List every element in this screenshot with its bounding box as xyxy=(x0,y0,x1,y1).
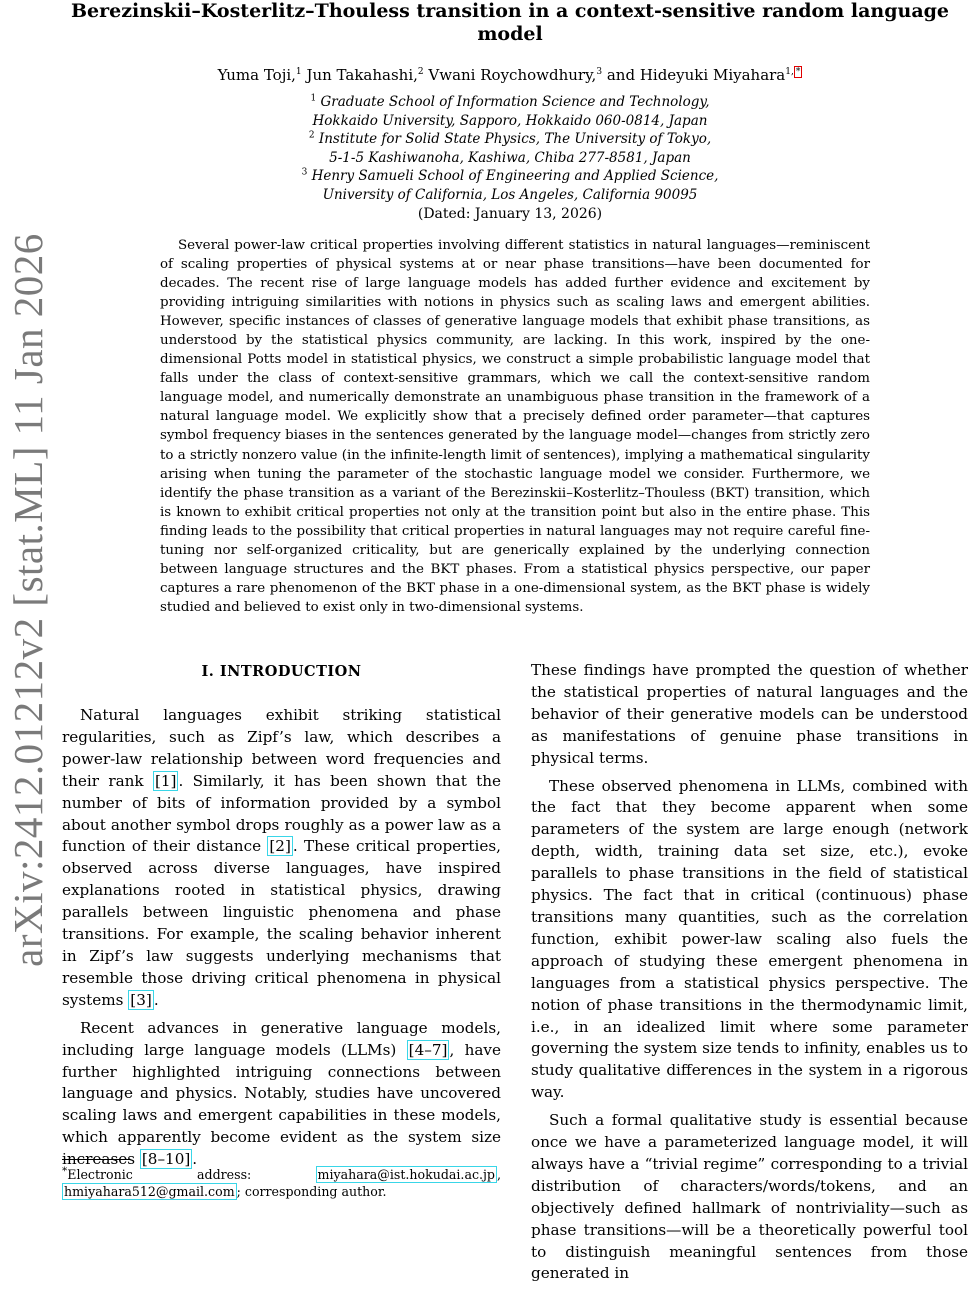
paper-title: Berezinskii–Kosterlitz–Thouless transition in a context-sensitive random language model xyxy=(70,0,950,45)
paragraph: These findings have prompted the question of whether the statistical properties of natural languages and the behavior of their generative models can be understood as manifestations of genuine phase transitions in physical terms. xyxy=(531,661,968,767)
paragraph: These observed phenomena in LLMs, combined with the fact that they become apparent when some parameters of the system are large enough (network depth, width, training data set size, etc.), evoke parallels to phase transitions in the field of statistical physics. The fact that in critical (continuous) phase transitions many quantities, such as the correlation function, exhibit power-law scaling also fuels the approach of studying these emergent phenomena in languages from a statistical physics perspective. The notion of phase transitions in the thermodynamic limit, i.e., in an idealized limit where some parameter governing the system size tends to infinity, enables us to study qualitative differences in the system in a rigorous way. xyxy=(531,776,968,1102)
left-column xyxy=(62,705,501,1177)
author-name: and Hideyuki Miyahara xyxy=(606,66,786,84)
footnote-separator: , xyxy=(496,1167,501,1183)
citation-link[interactable]: [3] xyxy=(130,990,152,1009)
affiliation-line xyxy=(60,112,960,131)
author-affiliation-mark: 1 xyxy=(295,67,302,77)
email-link[interactable]: hmiyahara512@gmail.com xyxy=(64,1184,235,1200)
author-affiliation-mark: 2 xyxy=(417,67,424,77)
affiliation-line xyxy=(60,93,960,112)
paragraph-text: Natural languages exhibit striking statistical regularities, such as Zipf’s law, which describes a power-law relationship between word frequencies and their rank xyxy=(62,706,501,790)
affiliations xyxy=(60,93,960,205)
affiliation-text: Henry Samueli School of Engineering and Applied Science, xyxy=(311,168,719,185)
affiliation-number: 2 xyxy=(308,130,315,141)
right-column xyxy=(531,660,968,1291)
footnote-rule xyxy=(62,1159,130,1160)
affiliation-text: 5-1-5 Kashiwanoha, Kashiwa, Chiba 277-8581, Japan xyxy=(329,149,691,166)
date-line: (Dated: January 13, 2026) xyxy=(417,206,603,222)
author-list xyxy=(60,66,960,84)
paragraph xyxy=(62,705,501,1012)
abstract: Several power-law critical properties involving different statistics in natural languages—reminiscent of scaling properties of physical systems at or near phase transitions—have been documented for decades. The recent rise of large language models has added further evidence and excitement by providing intriguing similarities with notions in physics such as scaling laws and emergent abilities. However, specific instances of classes of generative language models that exhibit phase transitions, as understood by the statistical physics community, are lacking. In this work, inspired by the one-dimensional Potts model in statistical physics, we construct a simple probabilistic language model that falls under the class of context-sensitive grammars, which we call the context-sensitive random language model, and numerically demonstrate an unambiguous phase transition in the framework of a natural language model. We explicitly show that a precisely defined order parameter—that captures symbol frequency biases in the sentences generated by the language model—changes from strictly zero to a strictly nonzero value (in the infinite-length limit of sentences), implying a mathematical singularity arising when tuning the parameter of the stochastic language model we consider. Furthermore, we identify the phase transition as a variant of the Berezinskii–Kosterlitz–Thouless (BKT) transition, which is known to exhibit critical properties not only at the transition point but also in the entire phase. This finding leads to the possibility that critical properties in natural languages may not require careful fine-tuning nor self-organized criticality, but are generically explained by the underlying connection between language structures and the BKT phases. From a statistical physics perspective, our paper captures a rare phenomenon of the BKT phase in a one-dimensional system, as the BKT phase is widely studied and believed to exist only in two-dimensional systems. xyxy=(160,238,870,615)
citation-link[interactable]: [2] xyxy=(269,837,291,856)
affiliation-number: 3 xyxy=(301,167,308,178)
footnote xyxy=(62,1163,501,1200)
paragraph xyxy=(62,1018,501,1171)
affiliation-text: Hokkaido University, Sapporo, Hokkaido 060-0814, Japan xyxy=(312,112,708,129)
footnote-tail: ; corresponding author. xyxy=(236,1184,387,1200)
section-heading-introduction: I. INTRODUCTION xyxy=(201,663,362,680)
paragraph-text: , have further highlighted intriguing connections between language and physics. Notably, studies have uncovered scaling laws and emergent capabilities in these models, which apparently become evident as the system size increases xyxy=(62,1040,502,1169)
paragraph-text: . These critical properties, observed across diverse languages, have inspired explanations rooted in statistical physics, drawing parallels between linguistic phenomena and phase transitions. For example, the scaling behavior inherent in Zipf’s law suggests underlying mechanisms that resemble those driving critical phenomena in physical systems xyxy=(62,837,501,1009)
affiliation-line xyxy=(60,130,960,149)
paragraph-text: . Similarly, it has been shown that the number of bits of information provided by a symbol about another symbol drops roughly as a power law as a function of their distance xyxy=(62,771,502,856)
footnote-mark: * xyxy=(62,1165,68,1177)
paragraph: Such a formal qualitative study is essential because once we have a parameterized language model, it will always have a “trivial regime” corresponding to a trivial distribution of characters/words/tokens, and an objectively defined hallmark of nontriviality—such as phase transitions—will be a theoretically powerful tool to distinguish meaningful sentences from those generated in xyxy=(531,1111,968,1283)
email-link[interactable]: miyahara@ist.hokudai.ac.jp xyxy=(317,1167,495,1183)
paragraph-text: . xyxy=(192,1150,198,1169)
affiliation-line xyxy=(60,149,960,168)
citation-link[interactable]: [1] xyxy=(154,771,177,790)
author-name: Yuma Toji, xyxy=(217,66,296,84)
citation-link[interactable]: [8–10] xyxy=(141,1150,191,1169)
citation-link[interactable]: [4–7] xyxy=(408,1040,448,1059)
affiliation-text: Institute for Solid State Physics, The University of Tokyo, xyxy=(318,131,712,148)
author-affiliation-mark: 1, xyxy=(785,67,794,77)
affiliation-line xyxy=(60,186,960,205)
corresponding-author-link[interactable]: * xyxy=(795,67,801,77)
affiliation-text: Graduate School of Information Science and Technology, xyxy=(320,94,710,110)
author-name: Vwani Roychowdhury, xyxy=(428,66,597,84)
affiliation-line xyxy=(60,167,960,186)
author-affiliation-mark: 3 xyxy=(596,67,603,77)
arxiv-sidebar-stamp: arXiv:2412.01212v2 [stat.ML] 11 Jan 2026 xyxy=(5,233,51,967)
paragraph-text: . xyxy=(153,990,159,1009)
paragraph-text: Recent advances in generative language models, including large language models (LLMs) xyxy=(62,1018,501,1059)
affiliation-number: 1 xyxy=(310,93,317,104)
footnote-label: Electronic address: xyxy=(67,1167,316,1183)
author-name: Jun Takahashi, xyxy=(306,66,418,84)
affiliation-text: University of California, Los Angeles, California 90095 xyxy=(322,186,698,203)
